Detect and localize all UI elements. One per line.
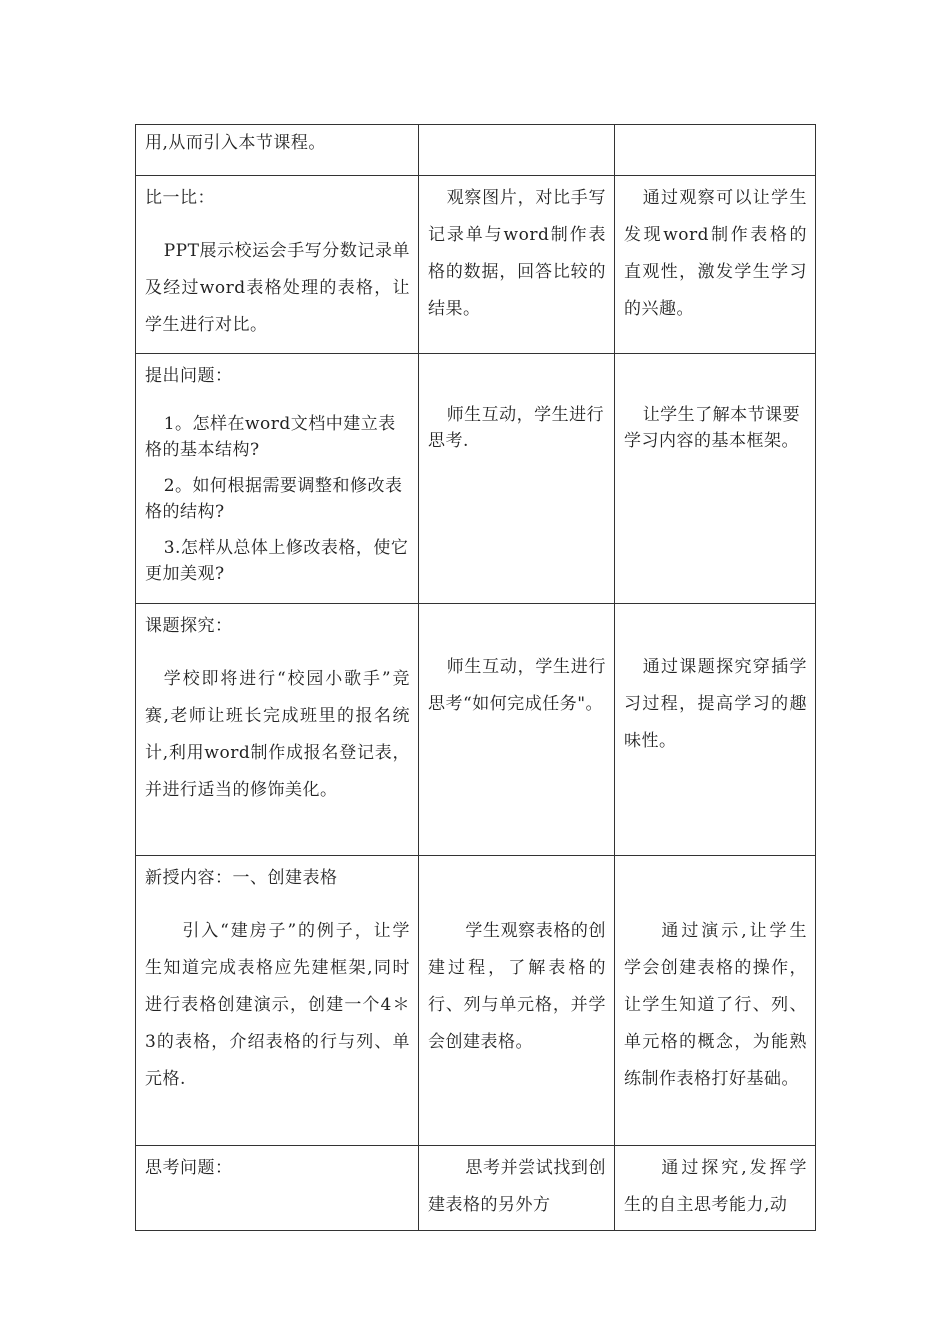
student-activity-cell xyxy=(419,856,615,1146)
design-intent-text: 通过课题探究穿插学习过程，提高学习的趣味性。 xyxy=(624,657,807,751)
student-activity-cell xyxy=(419,125,615,176)
design-intent-cell xyxy=(615,125,816,176)
question-item: 1。怎样在word文档中建立表格的基本结构? xyxy=(145,414,396,460)
student-activity-text: 观察图片，对比手写记录单与word制作表格的数据，回答比较的结果。 xyxy=(428,188,606,319)
content-text: 引入“建房子”的例子，让学生知道完成表格应先建框架,同时进行表格创建演示，创建一个4＊3的表格，介绍表格的行与列、单元格. xyxy=(145,921,410,1089)
table-row xyxy=(136,354,816,604)
content-text: PPT展示校运会手写分数记录单及经过word表格处理的表格，让学生进行对比。 xyxy=(145,241,410,335)
student-activity-cell xyxy=(419,176,615,354)
teaching-content-cell xyxy=(136,354,419,604)
section-heading: 提出问题： xyxy=(145,366,233,386)
section-heading: 课题探究： xyxy=(145,616,233,636)
teaching-content-cell xyxy=(136,1146,419,1231)
design-intent-text: 通过探究,发挥学生的自主思考能力,动 xyxy=(624,1158,807,1215)
design-intent-cell xyxy=(615,856,816,1146)
design-intent-text: 让学生了解本节课要学习内容的基本框架。 xyxy=(624,405,801,451)
table-row xyxy=(136,176,816,354)
design-intent-cell xyxy=(615,1146,816,1231)
table-row xyxy=(136,604,816,856)
teaching-content-cell xyxy=(136,856,419,1146)
design-intent-cell xyxy=(615,176,816,354)
content-text: 学校即将进行“校园小歌手”竞赛,老师让班长完成班里的报名统计,利用word制作成报名登记表，并进行适当的修饰美化。 xyxy=(145,669,410,800)
teaching-content-cell xyxy=(136,176,419,354)
table-row xyxy=(136,1146,816,1231)
teaching-content-cell xyxy=(136,604,419,856)
section-heading: 比一比： xyxy=(145,188,215,208)
section-heading: 思考问题： xyxy=(145,1158,233,1178)
student-activity-text: 学生观察表格的创建过程，了解表格的行、列与单元格，并学会创建表格。 xyxy=(428,921,606,1052)
student-activity-text: 师生互动，学生进行思考. xyxy=(428,405,605,451)
student-activity-cell xyxy=(419,354,615,604)
student-activity-cell xyxy=(419,1146,615,1231)
content-text: 用,从而引入本节课程。 xyxy=(145,133,326,153)
question-item: 3.怎样从总体上修改表格，使它更加美观? xyxy=(145,538,409,584)
design-intent-cell xyxy=(615,354,816,604)
student-activity-cell xyxy=(419,604,615,856)
section-heading: 新授内容：一、创建表格 xyxy=(145,868,338,888)
student-activity-text: 思考并尝试找到创建表格的另外方 xyxy=(428,1158,606,1215)
lesson-plan-table xyxy=(135,124,816,1231)
design-intent-text: 通过演示,让学生学会创建表格的操作，让学生知道了行、列、单元格的概念，为能熟练制作表格打好基础。 xyxy=(624,921,807,1089)
table-row xyxy=(136,856,816,1146)
design-intent-text: 通过观察可以让学生发现word制作表格的直观性，激发学生学习的兴趣。 xyxy=(624,188,807,319)
student-activity-text: 师生互动，学生进行思考“如何完成任务"。 xyxy=(428,657,606,714)
question-item: 2。如何根据需要调整和修改表格的结构? xyxy=(145,476,403,522)
design-intent-cell xyxy=(615,604,816,856)
table-row xyxy=(136,125,816,176)
teaching-content-cell xyxy=(136,125,419,176)
